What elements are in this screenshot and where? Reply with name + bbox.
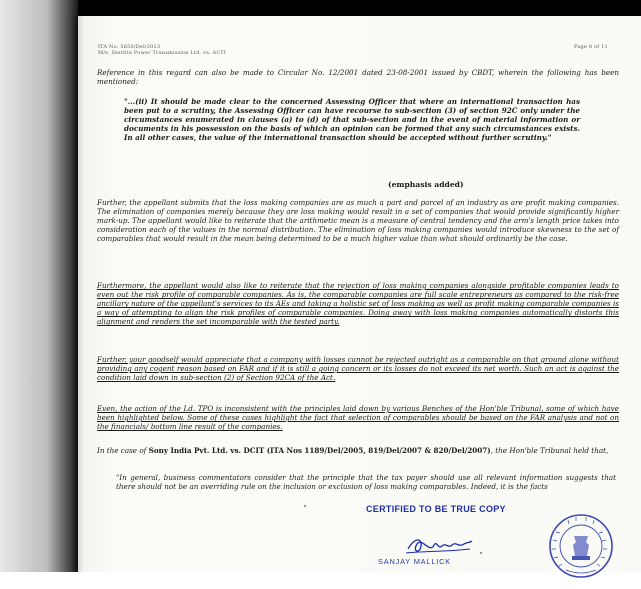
header-page-number: Page 8 of 11 xyxy=(574,44,608,50)
official-seal-image xyxy=(546,512,616,580)
scan-margin xyxy=(0,0,78,589)
scan-bottom-band xyxy=(0,572,641,589)
signatory-name: SANJAY MALLICK xyxy=(378,557,451,566)
header-parties: M/s. Sterlite Power Transmission Ltd. vs. ACIT xyxy=(98,50,227,56)
paragraph-loss-making: Further, the appellant submits that the loss making companies are as much a part and parcel of an industry as are profit making companies. The elimination of companies merely because they are loss making would result in a set of companies that would provide significantly higher mark-up. The appellant would like to reiterate that the arithmetic mean is a measure of central tendency and the arm's length price takes into consideration each of the values in the normal distribution. The elimination of loss making companies would introduce skewness to the set of comparables that would result in the mean being determined to be a much higher value than what should ordinarily be the case. xyxy=(97,198,619,244)
circular-quote: "...(ii) It should be made clear to the concerned Assessing Officer that where an international transaction has been put to a scrutiny, the Assessing Officer can have recourse to sub-section (3) of section 92C only under the circumstances enumerated in clauses (a) to (d) of that sub-section and in the event of material information or documents in his possession on the basis of which an opinion can be formed that any such circumstances exists. In all other cases, the value of the international transaction should be accepted without further scrutiny." xyxy=(124,97,580,143)
paragraph-sony-case xyxy=(97,446,619,455)
sony-case-quote: "In general, business commentators consider that the principle that the tax payer should use all relevant information suggests that there should not be an overriding rule on the inclusion or exclusion of loss making comparables. Indeed, it is the facts xyxy=(116,473,616,492)
scan-speck xyxy=(480,552,482,554)
signature-image xyxy=(404,532,474,558)
paragraph-tribunal-principles: Even, the action of the Ld. TPO is inconsistent with the principles laid down by various Benches of the Hon'ble Tribunal, some of which have been highlighted below. Some of these cases highlight the fact that selection of comparables should be based on the FAR analysis and not on the financials/ bottom line result of the companies. xyxy=(97,404,619,432)
intro-paragraph: Reference in this regard can also be made to Circular No. 12/2001 dated 23-08-2001 issued by CBDT, wherein the following has been mentioned: xyxy=(97,68,619,87)
sony-case-outro: , the Hon'ble Tribunal held that, xyxy=(490,446,609,455)
sony-case-citation: Sony India Pvt. Ltd. vs. DCIT (ITA Nos 1189/Del/2005, 819/Del/2007 & 820/Del/2007) xyxy=(148,446,491,455)
paragraph-risk-profile: Furthermore, the appellant would also like to reiterate that the rejection of loss making companies alongside profitable companies leads to even out the risk profile of comparable companies. As is, the comparable companies are full scale entrepreneurs as compared to the risk-free ancillary nature of the appellant's services to its AEs and taking a holistic set of loss making as well as profit making comparable companies is a way of attempting to align the risk profiles of comparable companies. Doing away with loss making companies automatically distorts this alignment and renders the set incomparable with the tested party. xyxy=(97,281,619,327)
sony-case-intro: In the case of xyxy=(97,446,149,455)
scan-speck xyxy=(304,505,306,507)
paragraph-far-analysis: Further, your goodself would appreciate that a company with losses cannot be rejected outright as a comparable on that ground alone without providing any cogent reason based on FAR and if it is still a going concern or its losses do not exceed its net worth. Such an act is against the condition laid down in sub-section (2) of Section 92CA of the Act. xyxy=(97,355,619,383)
certified-copy-stamp: CERTIFIED TO BE TRUE COPY xyxy=(366,504,506,514)
header-case-number: ITA No. 5650/Del/2013 xyxy=(98,44,161,50)
emphasis-note: (emphasis added) xyxy=(388,180,464,189)
